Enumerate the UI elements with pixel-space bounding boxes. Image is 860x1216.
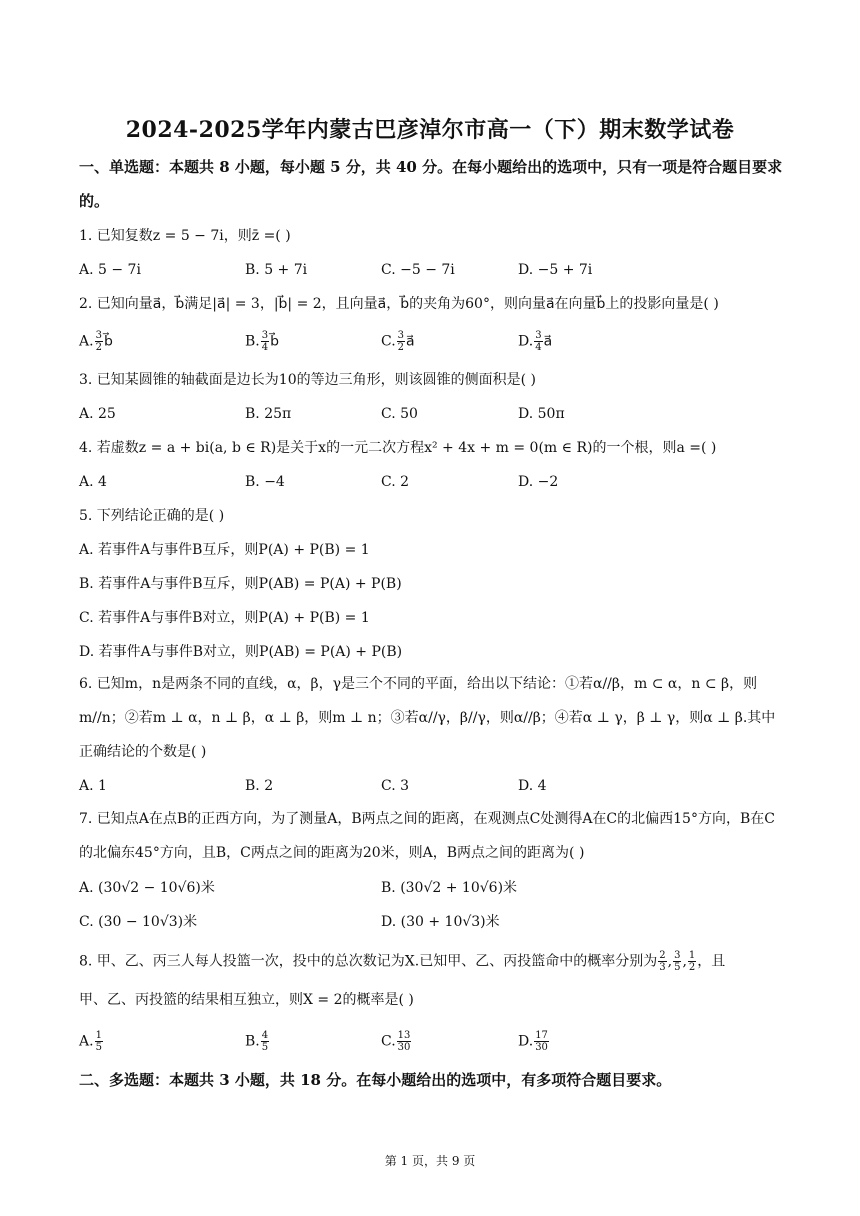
fraction: [397, 330, 405, 353]
denominator: 4: [535, 342, 542, 353]
fraction: [95, 330, 103, 353]
question-7-option-d: D. (30 + 10√3)米: [381, 914, 500, 930]
question-8-option-c: [381, 1030, 412, 1053]
numerator: 1: [95, 1030, 102, 1041]
numerator: 4: [261, 1030, 269, 1041]
question-2-stem: 2. 已知向量a⃗，b⃗满足|a⃗| = 3，|b⃗| = 2，且向量a⃗，b⃗的夹角为60°，则向量a⃗在向量b⃗上的投影向量是( ): [79, 296, 719, 312]
numerator: 3: [397, 330, 405, 341]
option-letter: A.: [79, 1033, 94, 1050]
question-2-option-b: [245, 330, 279, 353]
question-3-option-c: C. 50: [381, 406, 418, 422]
numerator: 1: [688, 950, 696, 961]
question-4-option-b: B. −4: [245, 474, 285, 490]
question-3-stem: 3. 已知某圆锥的轴截面是边长为10的等边三角形，则该圆锥的侧面积是( ): [79, 372, 536, 388]
fraction: [397, 1030, 412, 1053]
numerator: 3: [261, 330, 269, 341]
denominator: 4: [261, 342, 269, 353]
option-letter: D.: [518, 333, 534, 350]
numerator: 3: [95, 330, 102, 341]
question-8-option-a: [79, 1030, 104, 1053]
probability-fraction: [658, 950, 666, 973]
stem-text: ，且: [697, 953, 726, 970]
fraction: [261, 1030, 269, 1053]
question-7-option-c: C. (30 − 10√3)米: [79, 914, 198, 930]
numerator: 3: [674, 950, 681, 961]
question-3-option-d: D. 50π: [518, 406, 565, 422]
denominator: 5: [674, 962, 681, 973]
question-5-option-d: D. 若事件A与事件B对立，则P(AB) = P(A) + P(B): [79, 644, 403, 660]
fraction: [534, 330, 542, 353]
probability-fraction: [688, 950, 696, 973]
numerator: 13: [397, 1030, 411, 1041]
question-8-option-b: [245, 1030, 270, 1053]
page-footer: 第 1 页，共 9 页: [384, 1154, 476, 1168]
question-1-stem: 1. 已知复数z = 5 − 7i，则z̄ =( ): [79, 228, 291, 244]
denominator: 5: [95, 1042, 102, 1053]
question-1-option-a: A. 5 − 7i: [79, 262, 141, 278]
question-2-option-c: [381, 330, 415, 353]
question-2-option-a: [79, 330, 113, 353]
vector: b⃗: [270, 333, 280, 350]
denominator: 2: [95, 342, 102, 353]
question-4-option-c: C. 2: [381, 474, 410, 490]
question-4-option-a: A. 4: [79, 474, 107, 490]
vector: a⃗: [543, 333, 553, 350]
denominator: 2: [688, 962, 696, 973]
question-2-option-d: [518, 330, 552, 353]
option-letter: A.: [79, 333, 94, 350]
question-3-option-b: B. 25π: [245, 406, 292, 422]
numerator: 2: [659, 950, 666, 961]
question-8-stem-line-2: 甲、乙、丙投篮的结果相互独立，则X = 2的概率是( ): [79, 992, 414, 1008]
question-5-option-b: B. 若事件A与事件B互斥，则P(AB) = P(A) + P(B): [79, 576, 402, 592]
option-letter: B.: [245, 333, 260, 350]
vector: a⃗: [406, 333, 415, 350]
question-1-option-c: C. −5 − 7i: [381, 262, 455, 278]
question-1-option-d: D. −5 + 7i: [518, 262, 593, 278]
question-6-option-b: B. 2: [245, 778, 274, 794]
section-heading-single-choice: 一、单选题：本题共 8 小题，每小题 5 分，共 40 分。在每小题给出的选项中，只有一项是符合题目要求的。: [79, 158, 783, 210]
question-4-stem: 4. 若虚数z = a + bi(a, b ∈ R)是关于x的一元二次方程x² + 4x + m = 0(m ∈ R)的一个根，则a =( ): [79, 440, 717, 456]
numerator: 3: [535, 330, 542, 341]
question-8-option-d: [518, 1030, 550, 1053]
option-letter: B.: [245, 1033, 260, 1050]
question-5-option-a: A. 若事件A与事件B互斥，则P(A) + P(B) = 1: [79, 542, 370, 558]
denominator: 30: [397, 1042, 411, 1053]
numerator: 17: [535, 1030, 548, 1041]
denominator: 3: [659, 962, 666, 973]
section-heading-multiple-choice: 二、多选题：本题共 3 小题，共 18 分。在每小题给出的选项中，有多项符合题目要求。: [79, 1071, 672, 1089]
question-6-stem: 6. 已知m，n是两条不同的直线，α，β，γ是三个不同的平面，给出以下结论：①若α//β，m ⊂ α，n ⊂ β，则m//n；②若m ⊥ α，n ⊥ β，α ⊥ β，则m ⊥ n；③若α//γ，β//γ，则α//β；④若α ⊥ γ，β ⊥ γ，则α ⊥ β.其中正确结论的个数是( ): [79, 676, 776, 760]
question-7-option-b: B. (30√2 + 10√6)米: [381, 880, 518, 896]
question-5-option-c: C. 若事件A与事件B对立，则P(A) + P(B) = 1: [79, 610, 370, 626]
denominator: 5: [261, 1042, 269, 1053]
fraction: [534, 1030, 549, 1053]
option-letter: C.: [381, 333, 396, 350]
question-3-option-a: A. 25: [79, 406, 116, 422]
question-6-option-d: D. 4: [518, 778, 547, 794]
question-6-option-a: A. 1: [79, 778, 107, 794]
option-letter: D.: [518, 1033, 534, 1050]
question-7-option-a: A. (30√2 − 10√6)米: [79, 880, 215, 896]
question-8-stem-line-1: 8. 甲、乙、丙三人每人投篮一次，投中的总次数记为X.已知甲、乙、丙投篮命中的概率分别为 $\frac{2}{3}$ , $\frac{3}{5}$ , $\frac{1}{2}$ ，且: [79, 950, 726, 973]
page-title: 2024-2025学年内蒙古巴彦淖尔市高一（下）期末数学试卷: [125, 117, 735, 143]
denominator: 30: [535, 1042, 548, 1053]
fraction: [95, 1030, 103, 1053]
denominator: 2: [397, 342, 405, 353]
question-6-option-c: C. 3: [381, 778, 410, 794]
question-4-option-d: D. −2: [518, 474, 559, 490]
question-7-stem: 7. 已知点A在点B的正西方向，为了测量A，B两点之间的距离，在观测点C处测得A在C的北偏西15°方向，B在C的北偏东45°方向，且B，C两点之间的距离为20米，则A，B两点之间的距离为( ): [79, 811, 775, 861]
vector: b⃗: [103, 333, 113, 350]
question-1-option-b: B. 5 + 7i: [245, 262, 308, 278]
fraction: [261, 330, 269, 353]
stem-text: 8. 甲、乙、丙三人每人投篮一次，投中的总次数记为X.已知甲、乙、丙投篮命中的概率分别为: [79, 953, 658, 970]
probability-fraction: [673, 950, 681, 973]
option-letter: C.: [381, 1033, 396, 1050]
question-5-stem: 5. 下列结论正确的是( ): [79, 508, 225, 524]
